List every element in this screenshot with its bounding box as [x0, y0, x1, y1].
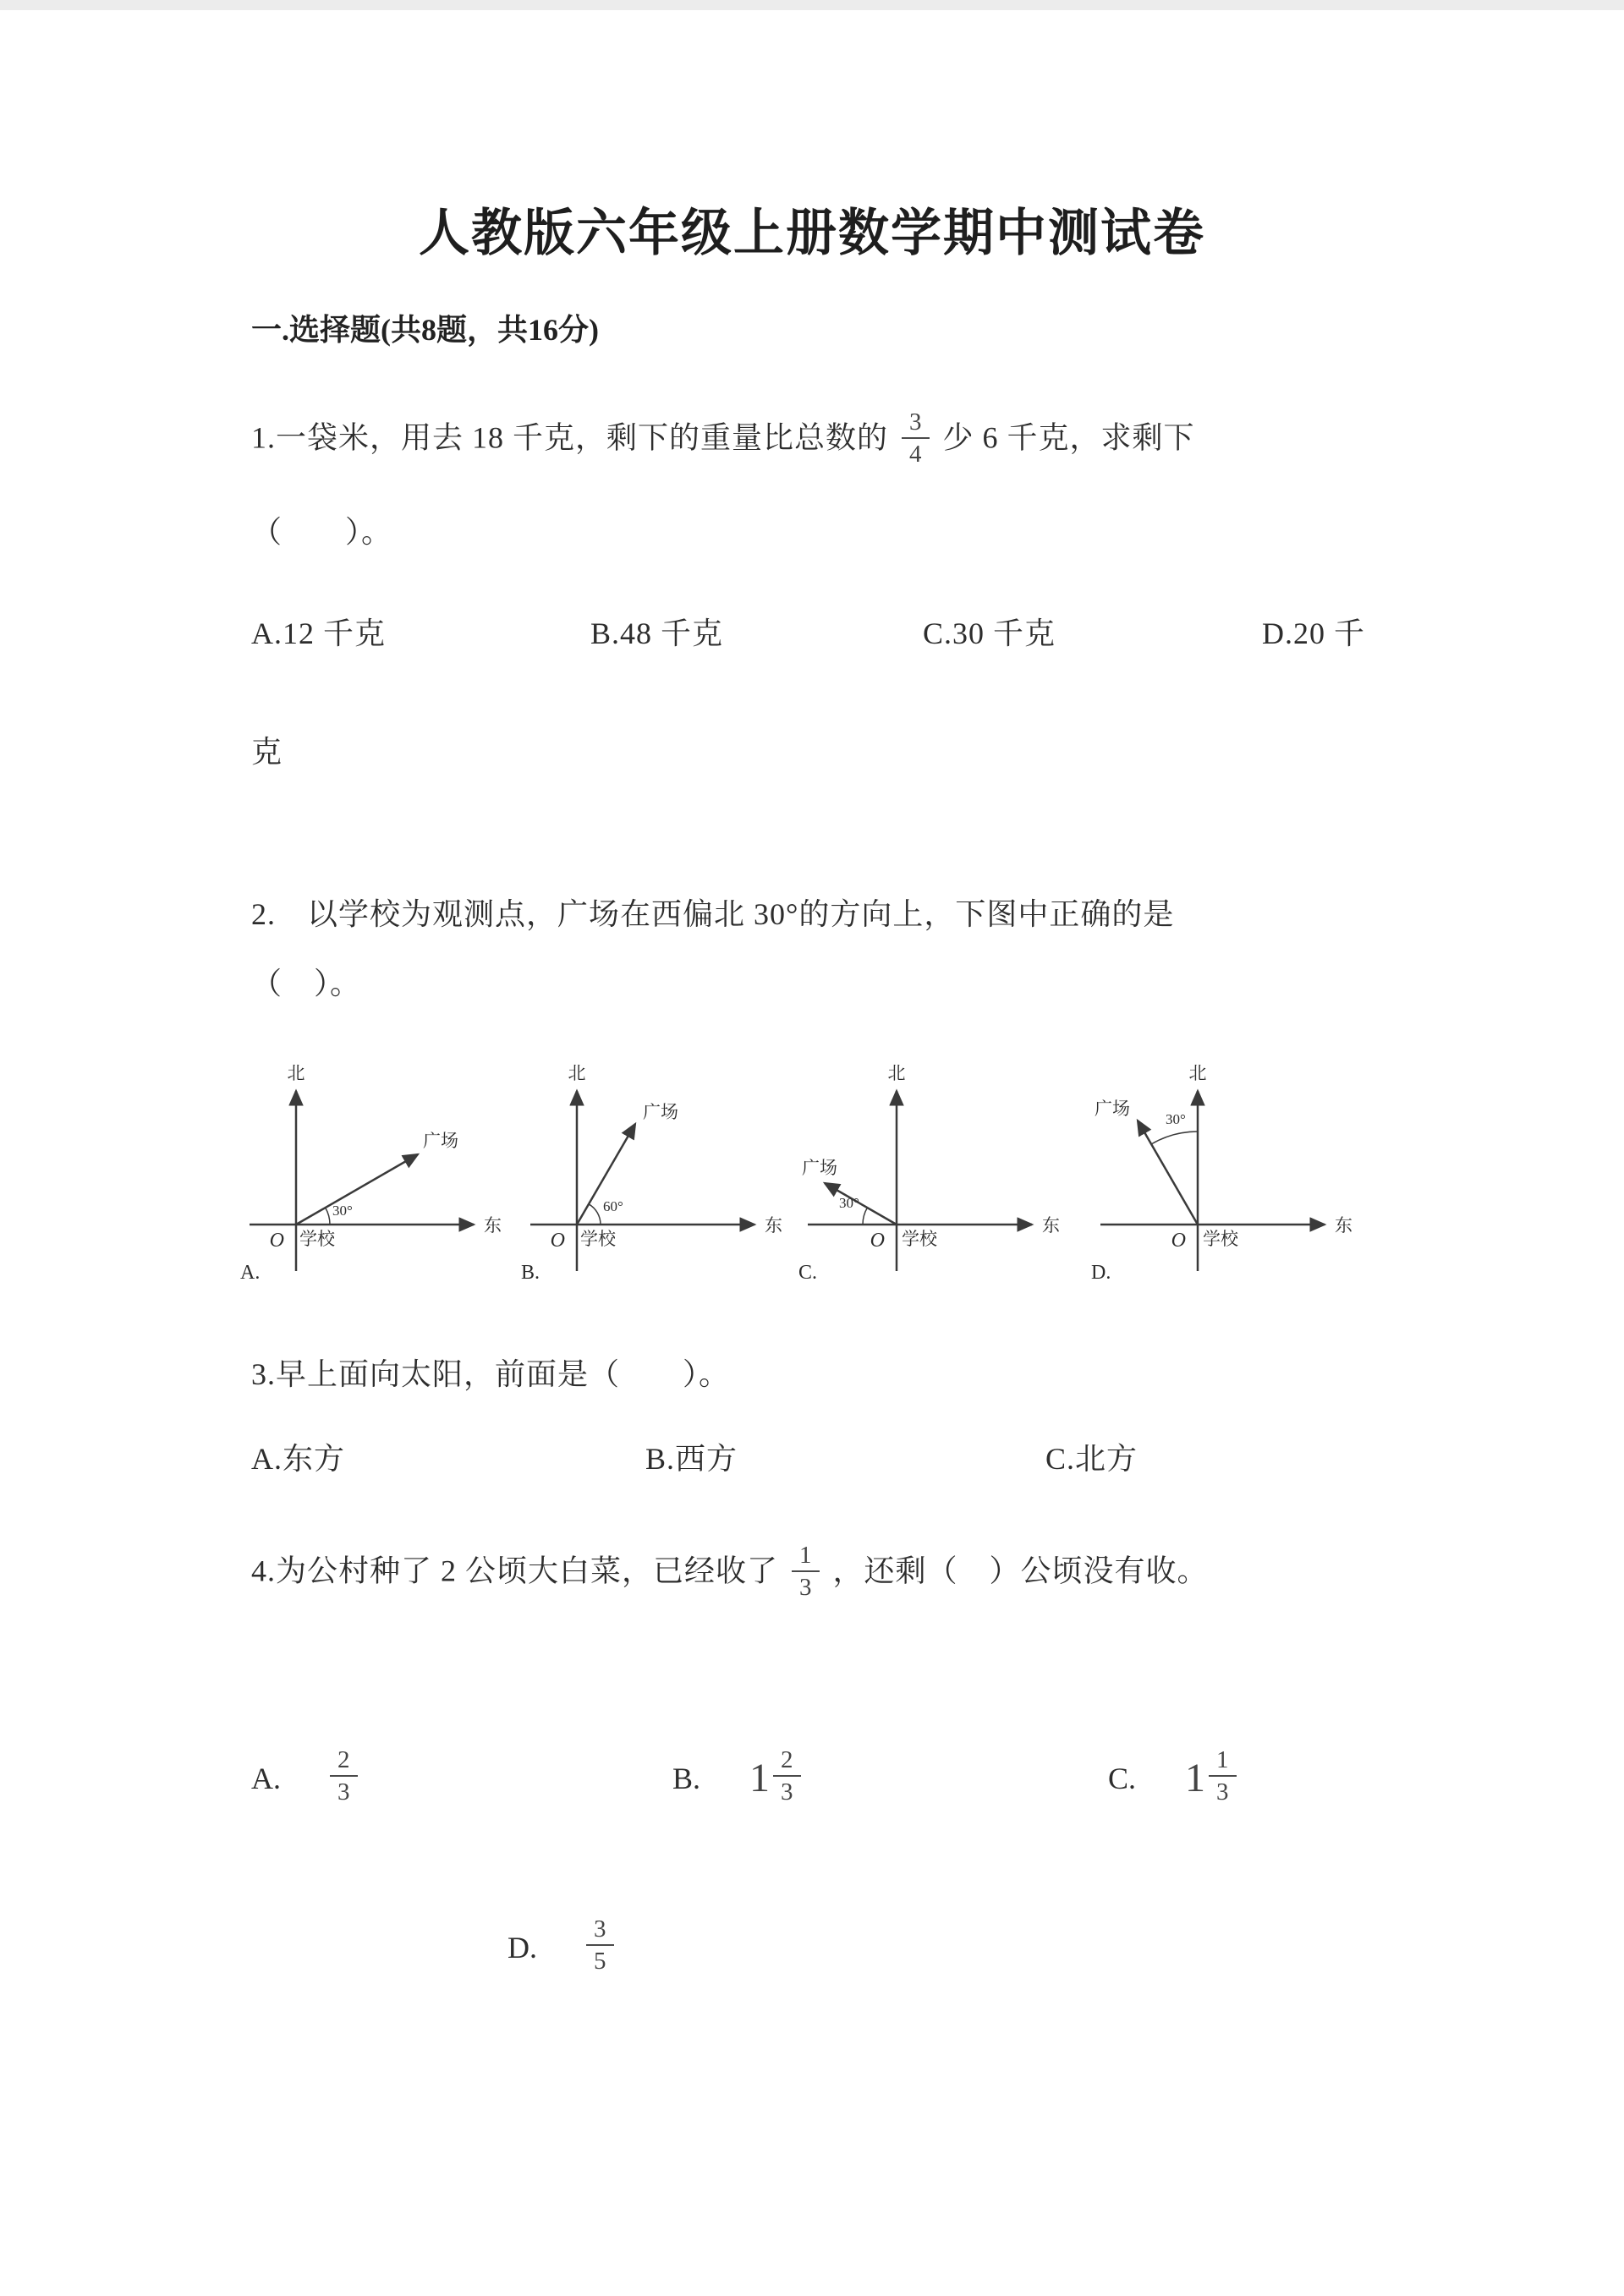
- angle-label: 60°: [603, 1198, 623, 1214]
- q1-fraction: [902, 408, 930, 469]
- q3-option-a: A.东方: [251, 1442, 345, 1476]
- school-label: 学校: [580, 1229, 616, 1249]
- q4-option-c-letter: C.: [1108, 1762, 1137, 1795]
- q1-stem-text-a: 1.一袋米，用去 18 千克，剩下的重量比总数的: [251, 420, 889, 455]
- q1-option-d: D.20 千: [1262, 616, 1365, 650]
- q4-stem-text-b: ，还剩（ ）公顷没有收。: [832, 1553, 1209, 1588]
- q4-option-b-whole: 1: [749, 1756, 771, 1800]
- q4-option-d-letter: D.: [508, 1931, 537, 1964]
- q4-option-b-denominator: 3: [781, 1778, 793, 1806]
- page-top-edge: [0, 0, 1624, 10]
- q1-option-d-wrapped-char: 克: [251, 735, 283, 769]
- origin-label: O: [550, 1230, 565, 1252]
- q4-option-d: [508, 1901, 628, 1994]
- plaza-label: 广场: [643, 1102, 678, 1122]
- north-label: 北: [1188, 1064, 1207, 1083]
- q3-stem: 3.早上面向太阳，前面是（ ）。: [251, 1357, 731, 1391]
- north-label: 北: [568, 1064, 586, 1083]
- q4-option-b-letter: B.: [672, 1762, 701, 1795]
- east-label: 东: [1042, 1215, 1060, 1236]
- q4-option-c-numerator: 1: [1209, 1746, 1237, 1777]
- q1-option-b: B.48 千克: [590, 616, 724, 650]
- q4-option-a: [251, 1732, 371, 1825]
- q1-option-c: C.30 千克: [923, 616, 1056, 650]
- plaza-label: 广场: [802, 1158, 837, 1178]
- q1-stem: [251, 408, 1195, 471]
- q4-stem: [251, 1544, 1209, 1604]
- q4-option-b-fraction: [773, 1746, 801, 1806]
- school-label: 学校: [299, 1229, 335, 1249]
- q4-option-c: [1108, 1732, 1237, 1825]
- q2-stem: 2. 以学校为观测点，广场在西偏北 30°的方向上，下图中正确的是: [251, 897, 1175, 931]
- q4-stem-text-a: 4.为公村种了 2 公顷大白菜，已经收了: [251, 1553, 779, 1588]
- direction-diagram-b: [518, 1064, 788, 1301]
- direction-diagram-a: [237, 1064, 508, 1301]
- q1-fraction-numerator: 3: [902, 408, 930, 439]
- origin-label: O: [870, 1230, 885, 1252]
- q1-stem-text-b: 少 6 千克，求剩下: [942, 420, 1195, 455]
- q4-option-b-mixed-number: [749, 1745, 801, 1809]
- q2-option-letter-c: C.: [798, 1262, 818, 1284]
- direction-diagram-c: [795, 1064, 1066, 1301]
- paper-title: 人教版六年级上册数学期中测试卷: [419, 205, 1205, 261]
- angle-label: 30°: [332, 1203, 353, 1219]
- q3-option-c: C.北方: [1045, 1442, 1138, 1476]
- q4-option-d-numerator: 3: [586, 1915, 614, 1946]
- q4-option-b: [672, 1732, 801, 1825]
- school-label: 学校: [902, 1229, 937, 1249]
- q4-option-a-fraction: [330, 1746, 358, 1806]
- q4-fraction-denominator: 3: [799, 1574, 812, 1602]
- q4-option-d-denominator: 5: [594, 1948, 606, 1975]
- angle-label: 30°: [839, 1195, 859, 1211]
- q4-fraction-numerator: 1: [792, 1542, 820, 1572]
- north-label: 北: [887, 1064, 906, 1083]
- q4-option-c-denominator: 3: [1216, 1778, 1229, 1806]
- direction-diagram-d: [1088, 1064, 1358, 1301]
- q2-option-letter-b: B.: [521, 1262, 540, 1284]
- q4-option-c-mixed-number: [1185, 1745, 1237, 1809]
- school-label: 学校: [1203, 1229, 1238, 1249]
- q4-option-c-fraction: [1209, 1746, 1237, 1806]
- east-label: 东: [484, 1215, 502, 1236]
- q3-option-b: B.西方: [645, 1442, 738, 1476]
- q4-option-b-numerator: 2: [773, 1746, 801, 1777]
- q4-option-d-fraction: [586, 1915, 614, 1975]
- q4-option-a-denominator: 3: [337, 1778, 350, 1806]
- q1-answer-blank: （ ）。: [251, 515, 393, 549]
- q4-option-c-whole: 1: [1185, 1756, 1206, 1800]
- plaza-label: 广场: [423, 1131, 458, 1151]
- origin-label: O: [269, 1230, 284, 1252]
- q4-fraction: [792, 1542, 820, 1602]
- origin-label: O: [1171, 1230, 1186, 1252]
- east-label: 东: [765, 1215, 782, 1236]
- section-heading: 一.选择题(共8题，共16分): [251, 313, 599, 347]
- north-label: 北: [287, 1064, 305, 1083]
- q4-option-a-letter: A.: [251, 1762, 281, 1795]
- plaza-label: 广场: [1095, 1099, 1130, 1119]
- q1-option-a: A.12 千克: [251, 616, 386, 650]
- east-label: 东: [1335, 1215, 1352, 1236]
- q2-answer-blank: （ ）。: [251, 967, 362, 1000]
- angle-label: 30°: [1166, 1111, 1186, 1127]
- q1-fraction-denominator: 4: [909, 441, 922, 469]
- q2-option-letter-d: D.: [1091, 1262, 1111, 1284]
- q2-option-letter-a: A.: [240, 1262, 261, 1284]
- q4-option-a-numerator: 2: [330, 1746, 358, 1777]
